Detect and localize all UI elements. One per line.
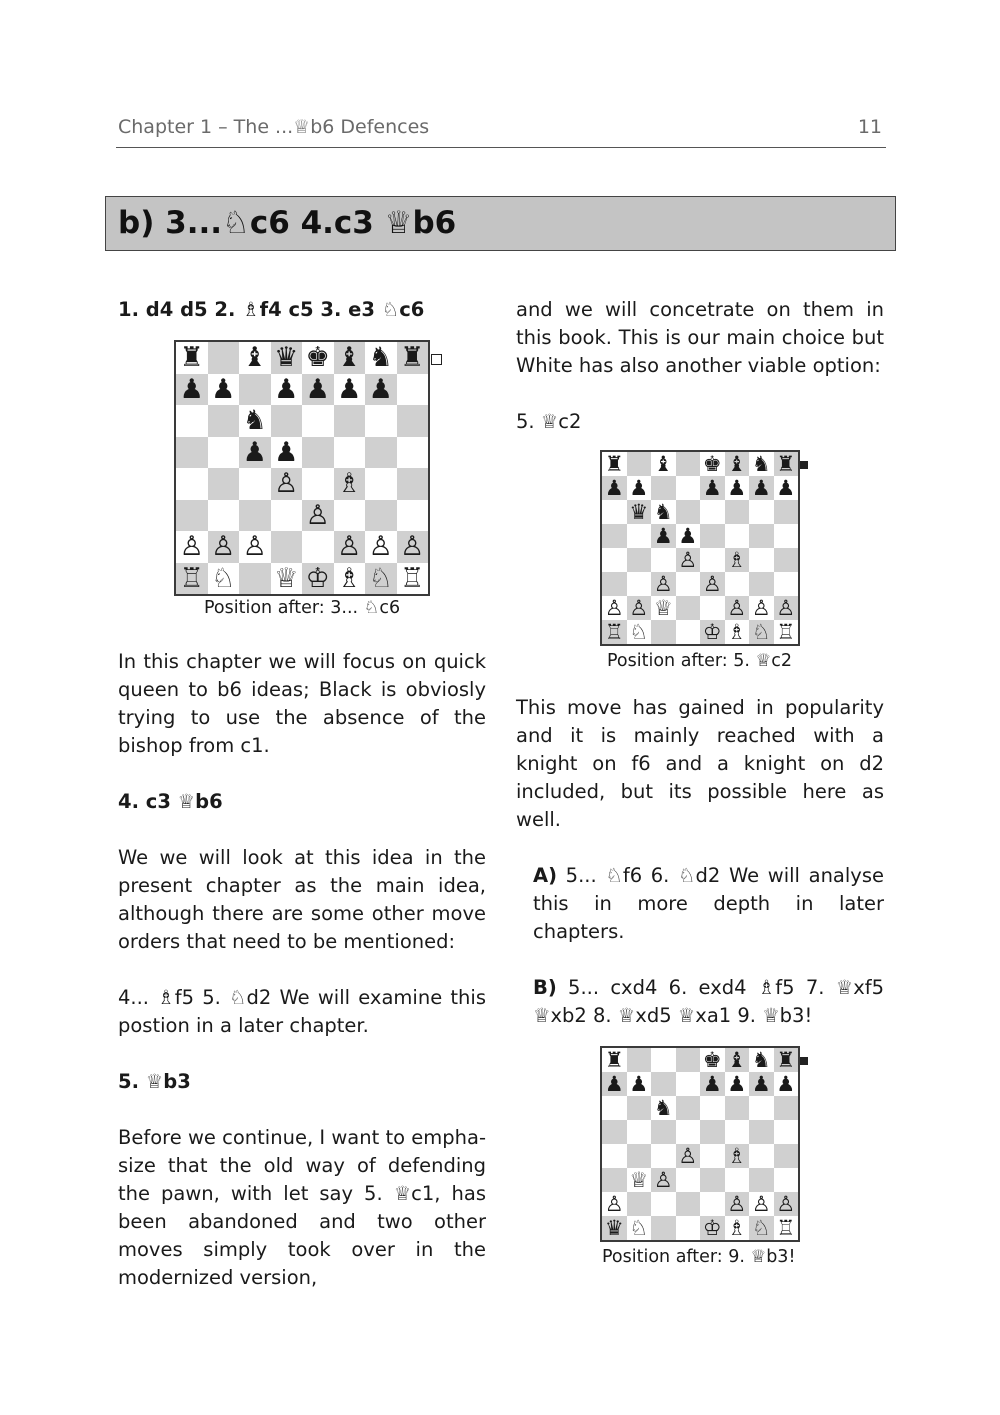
board-rank <box>176 500 428 532</box>
white-pawn-icon: ♙ <box>725 1192 750 1216</box>
board-square <box>602 1096 627 1120</box>
board-square <box>700 524 725 548</box>
board-rank <box>602 452 798 476</box>
white-queen-icon: ♕ <box>271 563 303 595</box>
board-rank <box>602 524 798 548</box>
white-knight-icon: ♘ <box>627 620 652 644</box>
diagram-caption: Position after: 3... ♘c6 <box>204 598 401 618</box>
board-square <box>602 572 627 596</box>
board-square <box>271 405 303 437</box>
white-rook-icon: ♖ <box>602 620 627 644</box>
black-knight-icon: ♞ <box>749 452 774 476</box>
black-to-move-icon <box>800 461 808 469</box>
board-square <box>774 1144 799 1168</box>
board-square <box>602 1168 627 1192</box>
white-pawn-icon: ♙ <box>725 596 750 620</box>
black-rook-icon: ♜ <box>602 452 627 476</box>
black-bishop-icon: ♝ <box>725 452 750 476</box>
board-rank <box>176 437 428 469</box>
board-square <box>676 1072 701 1096</box>
move-line: 5. ♕b3 <box>118 1070 191 1093</box>
board-square <box>725 524 750 548</box>
move-line: 4. c3 ♕b6 <box>118 790 223 813</box>
board-rank <box>602 1096 798 1120</box>
white-king-icon: ♔ <box>700 620 725 644</box>
board-square <box>725 572 750 596</box>
paragraph: This move has gained in popularity and it is mainly reached with a knight on f6 and a knight on d2 included, but its possible here as well. <box>516 696 884 831</box>
board-rank <box>602 1072 798 1096</box>
board-square <box>676 1096 701 1120</box>
board-square <box>676 1192 701 1216</box>
board-square <box>334 405 366 437</box>
board-rank <box>602 1192 798 1216</box>
board-rank <box>176 374 428 406</box>
board-square <box>334 437 366 469</box>
board-square <box>676 1216 701 1240</box>
board-square <box>700 1144 725 1168</box>
board-square <box>239 563 271 595</box>
board-square <box>651 476 676 500</box>
board-square <box>397 437 429 469</box>
black-pawn-icon: ♟ <box>700 1072 725 1096</box>
board-square <box>749 548 774 572</box>
white-pawn-icon: ♙ <box>749 596 774 620</box>
black-knight-icon: ♞ <box>651 500 676 524</box>
variation-text: 5... ♘f6 6. ♘d2 We will analyse this in more depth in later chapters. <box>533 864 884 943</box>
board-square <box>676 620 701 644</box>
black-pawn-icon: ♟ <box>302 374 334 406</box>
board-square <box>627 1120 652 1144</box>
board-square <box>676 1048 701 1072</box>
white-bishop-icon: ♗ <box>725 548 750 572</box>
white-pawn-icon: ♙ <box>676 548 701 572</box>
black-rook-icon: ♜ <box>602 1048 627 1072</box>
board-square <box>365 405 397 437</box>
white-king-icon: ♔ <box>302 563 334 595</box>
paragraph: We we will look at this idea in the present chapter as the main idea, although there are some other move orders that need to be mentioned: <box>118 846 486 953</box>
board-square <box>676 476 701 500</box>
paragraph: 4... ♗f5 5. ♘d2 We will examine this postion in a later chapter. <box>118 986 486 1037</box>
board-square <box>397 500 429 532</box>
board-square <box>749 1096 774 1120</box>
board-rank <box>602 548 798 572</box>
variation-text: 5... cxd4 6. exd4 ♗f5 7. ♕xf5 ♕xb2 8. ♕xd5 ♕xa1 9. ♕b3! <box>533 976 884 1027</box>
board-square <box>700 1168 725 1192</box>
board-rank <box>176 468 428 500</box>
board-square <box>700 1192 725 1216</box>
board-rank <box>176 563 428 595</box>
left-column <box>118 296 486 1320</box>
chess-diagram <box>600 450 812 690</box>
board-square <box>627 572 652 596</box>
black-rook-icon: ♜ <box>397 342 429 374</box>
board-square <box>725 1120 750 1144</box>
board-square <box>774 1168 799 1192</box>
chessboard <box>600 1046 800 1242</box>
board-square <box>651 1048 676 1072</box>
black-pawn-icon: ♟ <box>725 476 750 500</box>
board-square <box>774 548 799 572</box>
black-pawn-icon: ♟ <box>700 476 725 500</box>
white-pawn-icon: ♙ <box>365 531 397 563</box>
board-square <box>749 1144 774 1168</box>
diagram-caption: Position after: 9. ♕b3! <box>602 1247 796 1267</box>
board-square <box>700 596 725 620</box>
running-header <box>116 114 886 148</box>
board-rank <box>602 596 798 620</box>
board-square <box>365 437 397 469</box>
board-square <box>676 1120 701 1144</box>
move-line: 5. ♕c2 <box>516 410 582 433</box>
chessboard <box>174 340 430 596</box>
board-square <box>627 1096 652 1120</box>
board-square <box>602 548 627 572</box>
board-square <box>302 437 334 469</box>
board-rank <box>602 620 798 644</box>
move-line: 1. d4 d5 2. ♗f4 c5 3. e3 ♘c6 <box>118 298 425 321</box>
right-column <box>516 296 884 1286</box>
white-rook-icon: ♖ <box>774 620 799 644</box>
board-square <box>676 572 701 596</box>
black-pawn-icon: ♟ <box>774 476 799 500</box>
white-pawn-icon: ♙ <box>176 531 208 563</box>
board-square <box>749 524 774 548</box>
board-square <box>676 596 701 620</box>
black-pawn-icon: ♟ <box>334 374 366 406</box>
paragraph: In this chapter we will focus on quick queen to b6 ideas; Black is obviosly trying to use the absence of the bishop from c1. <box>118 650 486 757</box>
black-pawn-icon: ♟ <box>749 1072 774 1096</box>
board-square <box>700 1096 725 1120</box>
board-rank <box>602 1120 798 1144</box>
black-pawn-icon: ♟ <box>725 1072 750 1096</box>
black-bishop-icon: ♝ <box>334 342 366 374</box>
white-king-icon: ♔ <box>700 1216 725 1240</box>
board-square <box>627 1048 652 1072</box>
white-pawn-icon: ♙ <box>676 1144 701 1168</box>
board-rank <box>176 342 428 374</box>
white-rook-icon: ♖ <box>176 563 208 595</box>
black-knight-icon: ♞ <box>651 1096 676 1120</box>
board-square <box>627 1144 652 1168</box>
white-knight-icon: ♘ <box>208 563 240 595</box>
white-pawn-icon: ♙ <box>239 531 271 563</box>
black-rook-icon: ♜ <box>774 452 799 476</box>
board-square <box>602 524 627 548</box>
white-rook-icon: ♖ <box>774 1216 799 1240</box>
paragraph: Before we continue, I want to emphasize that the old way of defending the pawn, with let say 5. ♕c1, has been abandoned and two other moves simply took over in the modernized version, <box>118 1126 486 1289</box>
black-pawn-icon: ♟ <box>602 476 627 500</box>
black-queen-icon: ♛ <box>271 342 303 374</box>
board-square <box>749 572 774 596</box>
board-square <box>749 1168 774 1192</box>
board-rank <box>176 531 428 563</box>
board-square <box>208 342 240 374</box>
board-square <box>302 531 334 563</box>
board-rank <box>602 1144 798 1168</box>
white-pawn-icon: ♙ <box>774 1192 799 1216</box>
board-square <box>176 468 208 500</box>
board-square <box>271 500 303 532</box>
chapter-title: Chapter 1 – The ...♕b6 Defences <box>118 116 430 138</box>
black-bishop-icon: ♝ <box>239 342 271 374</box>
white-pawn-icon: ♙ <box>302 500 334 532</box>
board-square <box>176 437 208 469</box>
black-king-icon: ♚ <box>700 1048 725 1072</box>
board-square <box>725 500 750 524</box>
white-pawn-icon: ♙ <box>271 468 303 500</box>
black-knight-icon: ♞ <box>365 342 397 374</box>
chess-diagram <box>174 340 436 640</box>
black-pawn-icon: ♟ <box>749 476 774 500</box>
board-rank <box>602 1048 798 1072</box>
board-square <box>602 1144 627 1168</box>
white-knight-icon: ♘ <box>749 1216 774 1240</box>
board-square <box>239 374 271 406</box>
board-square <box>651 548 676 572</box>
black-pawn-icon: ♟ <box>271 437 303 469</box>
white-to-move-icon <box>431 354 442 365</box>
board-square <box>397 468 429 500</box>
black-pawn-icon: ♟ <box>365 374 397 406</box>
board-square <box>176 500 208 532</box>
board-square <box>627 1192 652 1216</box>
board-square <box>676 1168 701 1192</box>
white-bishop-icon: ♗ <box>725 1216 750 1240</box>
board-rank <box>602 1216 798 1240</box>
board-rank <box>602 572 798 596</box>
white-knight-icon: ♘ <box>365 563 397 595</box>
board-square <box>774 524 799 548</box>
black-pawn-icon: ♟ <box>602 1072 627 1096</box>
paragraph: and we will concetrate on them in this book. This is our main choice but White has also another viable option: <box>516 298 884 377</box>
board-rank <box>602 1168 798 1192</box>
board-square <box>700 1120 725 1144</box>
board-rank <box>602 500 798 524</box>
board-square <box>700 548 725 572</box>
page-number: 11 <box>857 116 882 138</box>
board-square <box>651 1120 676 1144</box>
black-king-icon: ♚ <box>700 452 725 476</box>
board-square <box>302 405 334 437</box>
diagram-caption: Position after: 5. ♕c2 <box>607 651 792 671</box>
black-pawn-icon: ♟ <box>176 374 208 406</box>
white-bishop-icon: ♗ <box>334 468 366 500</box>
white-pawn-icon: ♙ <box>651 1168 676 1192</box>
white-pawn-icon: ♙ <box>334 531 366 563</box>
black-to-move-icon <box>800 1057 808 1065</box>
black-rook-icon: ♜ <box>774 1048 799 1072</box>
section-title: b) 3...♘c6 4.c3 ♕b6 <box>118 205 457 241</box>
board-square <box>774 1120 799 1144</box>
white-bishop-icon: ♗ <box>725 620 750 644</box>
white-knight-icon: ♘ <box>627 1216 652 1240</box>
black-bishop-icon: ♝ <box>725 1048 750 1072</box>
board-square <box>397 405 429 437</box>
board-square <box>774 1096 799 1120</box>
board-square <box>602 500 627 524</box>
board-square <box>239 500 271 532</box>
white-pawn-icon: ♙ <box>627 596 652 620</box>
board-square <box>271 531 303 563</box>
board-square <box>365 468 397 500</box>
white-pawn-icon: ♙ <box>397 531 429 563</box>
board-square <box>627 524 652 548</box>
board-square <box>749 1120 774 1144</box>
board-square <box>676 500 701 524</box>
black-pawn-icon: ♟ <box>239 437 271 469</box>
board-square <box>302 468 334 500</box>
black-pawn-icon: ♟ <box>271 374 303 406</box>
board-square <box>208 500 240 532</box>
variation-a <box>516 862 884 946</box>
board-square <box>208 405 240 437</box>
white-pawn-icon: ♙ <box>208 531 240 563</box>
white-bishop-icon: ♗ <box>725 1144 750 1168</box>
white-knight-icon: ♘ <box>749 620 774 644</box>
black-queen-icon: ♛ <box>602 1216 627 1240</box>
white-pawn-icon: ♙ <box>602 1192 627 1216</box>
white-pawn-icon: ♙ <box>602 596 627 620</box>
board-square <box>700 500 725 524</box>
board-rank <box>602 476 798 500</box>
black-pawn-icon: ♟ <box>208 374 240 406</box>
black-pawn-icon: ♟ <box>774 1072 799 1096</box>
board-square <box>208 468 240 500</box>
board-square <box>627 452 652 476</box>
black-knight-icon: ♞ <box>749 1048 774 1072</box>
board-square <box>774 572 799 596</box>
white-pawn-icon: ♙ <box>700 572 725 596</box>
white-pawn-icon: ♙ <box>774 596 799 620</box>
board-square <box>651 1072 676 1096</box>
board-square <box>725 1168 750 1192</box>
white-queen-icon: ♕ <box>651 596 676 620</box>
black-pawn-icon: ♟ <box>627 476 652 500</box>
black-king-icon: ♚ <box>302 342 334 374</box>
board-square <box>676 452 701 476</box>
black-pawn-icon: ♟ <box>651 524 676 548</box>
variation-label: B) <box>533 976 557 999</box>
black-queen-icon: ♛ <box>627 500 652 524</box>
board-square <box>239 468 271 500</box>
black-knight-icon: ♞ <box>239 405 271 437</box>
board-square <box>749 500 774 524</box>
board-square <box>176 405 208 437</box>
board-square <box>602 1120 627 1144</box>
white-queen-icon: ♕ <box>627 1168 652 1192</box>
chess-diagram <box>600 1046 812 1286</box>
board-square <box>774 500 799 524</box>
board-square <box>334 500 366 532</box>
board-rank <box>176 405 428 437</box>
black-pawn-icon: ♟ <box>676 524 701 548</box>
board-square <box>725 1096 750 1120</box>
white-rook-icon: ♖ <box>397 563 429 595</box>
board-square <box>651 1192 676 1216</box>
variation-b <box>516 974 884 1030</box>
board-square <box>365 500 397 532</box>
white-pawn-icon: ♙ <box>749 1192 774 1216</box>
section-banner <box>105 196 896 251</box>
black-rook-icon: ♜ <box>176 342 208 374</box>
white-bishop-icon: ♗ <box>334 563 366 595</box>
black-pawn-icon: ♟ <box>627 1072 652 1096</box>
black-bishop-icon: ♝ <box>651 452 676 476</box>
board-square <box>651 620 676 644</box>
variation-label: A) <box>533 864 558 887</box>
board-square <box>651 1144 676 1168</box>
board-square <box>627 548 652 572</box>
chessboard <box>600 450 800 646</box>
board-square <box>651 1216 676 1240</box>
white-pawn-icon: ♙ <box>651 572 676 596</box>
board-square <box>208 437 240 469</box>
